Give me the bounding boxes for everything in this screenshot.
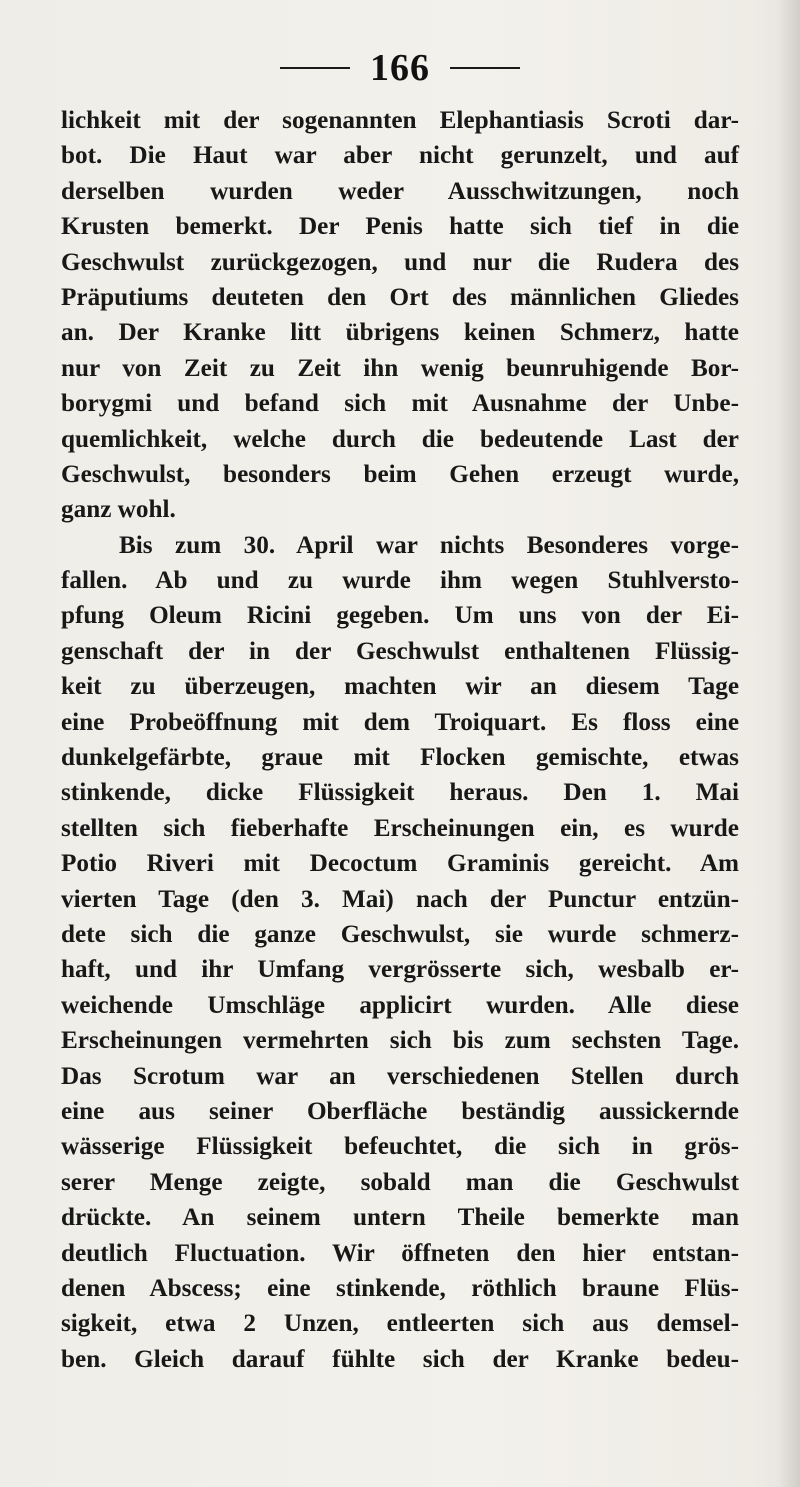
text-line: vierten Tage (den 3. Mai) nach der Punctur entzün-: [61, 885, 739, 913]
text-line: dete sich die ganze Geschwulst, sie wurde schmerz-: [61, 920, 739, 948]
page-number: 166: [370, 47, 430, 89]
text-line: an. Der Kranke litt übrigens keinen Schmerz, hatte: [61, 319, 739, 347]
header-rule-left: [280, 67, 350, 69]
text-line: sigkeit, etwa 2 Unzen, entleerten sich aus demsel-: [61, 1310, 739, 1338]
text-line: bot. Die Haut war aber nicht gerunzelt, und auf: [61, 142, 739, 170]
text-line: drückte. An seinem untern Theile bemerkte man: [61, 1204, 739, 1232]
text-line: Präputiums deuteten den Ort des männlichen Gliedes: [61, 283, 739, 311]
text-line: weichende Umschläge applicirt wurden. Alle diese: [61, 991, 739, 1019]
text-line: dunkelgefärbte, graue mit Flocken gemischte, etwas: [61, 744, 739, 772]
header-rule-right: [450, 67, 520, 69]
paragraph-end-line: ganz wohl.: [61, 496, 176, 524]
text-line: fallen. Ab und zu wurde ihm wegen Stuhlversto-: [61, 567, 739, 595]
text-line: quemlichkeit, welche durch die bedeutende Last der: [61, 425, 739, 453]
text-line: pfung Oleum Ricini gegeben. Um uns von der Ei-: [61, 602, 739, 630]
body-text: [61, 103, 739, 1377]
text-line: stinkende, dicke Flüssigkeit heraus. Den 1. Mai: [61, 779, 739, 807]
text-line: Geschwulst, besonders beim Gehen erzeugt wurde,: [61, 460, 739, 488]
text-line: haft, und ihr Umfang vergrösserte sich, wesbalb er-: [61, 956, 739, 984]
text-line: keit zu überzeugen, machten wir an diesem Tage: [61, 673, 739, 701]
text-line: Das Scrotum war an verschiedenen Stellen durch: [61, 1062, 739, 1090]
text-line: genschaft der in der Geschwulst enthaltenen Flüssig-: [61, 637, 739, 665]
text-line: Geschwulst zurückgezogen, und nur die Rudera des: [61, 248, 739, 276]
text-line: Erscheinungen vermehrten sich bis zum sechsten Tage.: [61, 1027, 739, 1055]
text-line: lichkeit mit der sogenannten Elephantiasis Scroti dar-: [61, 107, 739, 134]
text-line: Potio Riveri mit Decoctum Graminis gereicht. Am: [61, 850, 739, 878]
text-line: denen Abscess; eine stinkende, röthlich braune Flüs-: [61, 1274, 739, 1302]
text-line: borygmi und befand sich mit Ausnahme der Unbe-: [61, 390, 739, 418]
page-edge-shadow: [778, 0, 800, 1487]
paragraph-start-line: Bis zum 30. April war nichts Besonderes vorge-: [119, 531, 739, 559]
page-header: [0, 38, 800, 98]
text-line: eine Probeöffnung mit dem Troiquart. Es floss eine: [61, 708, 739, 736]
text-line: stellten sich fieberhafte Erscheinungen ein, es wurde: [61, 814, 739, 842]
text-line: deutlich Fluctuation. Wir öffneten den hier entstan-: [61, 1239, 739, 1267]
text-line: derselben wurden weder Ausschwitzungen, noch: [61, 177, 739, 205]
text-line: ben. Gleich darauf fühlte sich der Kranke bedeu-: [61, 1345, 739, 1373]
text-line: serer Menge zeigte, sobald man die Geschwulst: [61, 1168, 739, 1196]
text-line: eine aus seiner Oberfläche beständig aussickernde: [61, 1097, 739, 1125]
text-line: wässerige Flüssigkeit befeuchtet, die sich in grös-: [61, 1133, 739, 1161]
text-line: nur von Zeit zu Zeit ihn wenig beunruhigende Bor-: [61, 354, 739, 382]
text-line: Krusten bemerkt. Der Penis hatte sich tief in die: [61, 213, 739, 241]
